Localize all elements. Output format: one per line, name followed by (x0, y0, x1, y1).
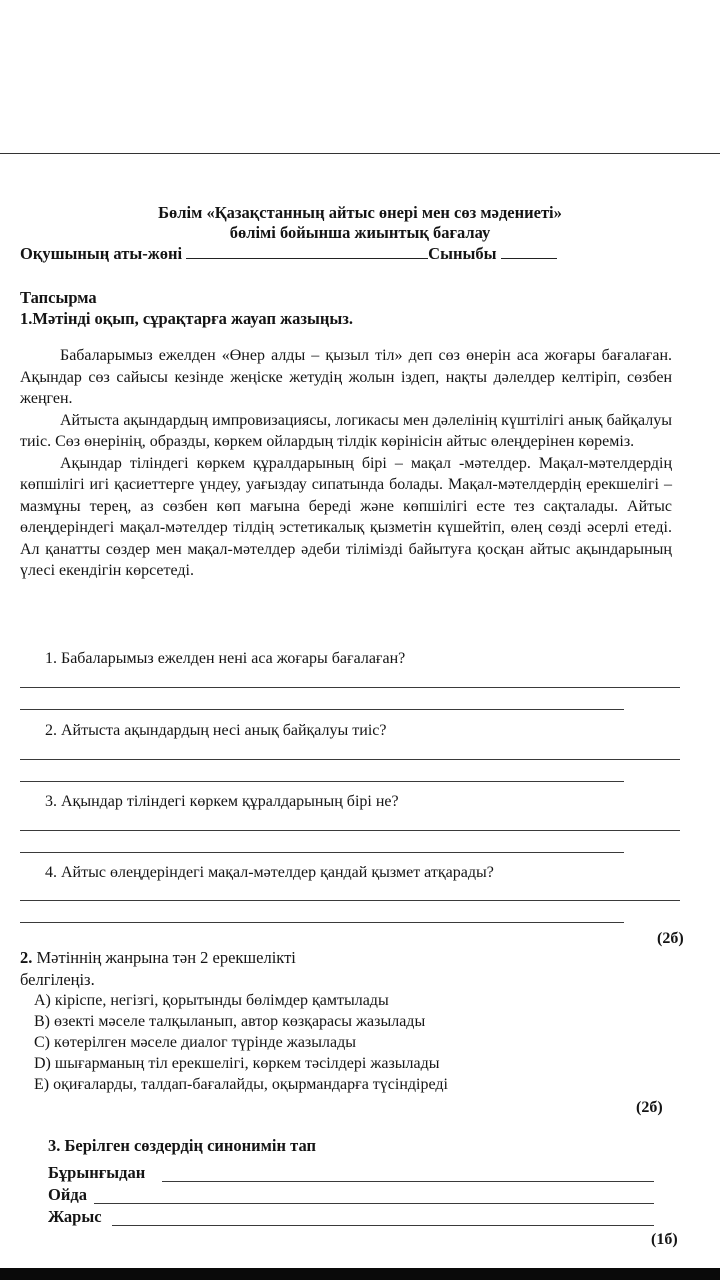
task2-options (34, 990, 448, 1095)
task2-prompt-line1: Мәтіннің жанрына тән 2 ерекшелікті (32, 948, 296, 967)
option-b[interactable]: B) өзекті мәселе талқыланып, автор көзқарасы жазылады (34, 1013, 426, 1030)
question-1: 1. Бабаларымыз ежелден нені аса жоғары бағалаған? (45, 650, 406, 667)
option-c[interactable]: C) көтерілген мәселе диалог түрінде жазылады (34, 1034, 356, 1051)
option-e[interactable]: E) оқиғаларды, талдап-бағалайды, оқырмандарға түсіндіреді (34, 1076, 448, 1093)
question-3: 3. Ақындар тіліндегі көркем құралдарының бірі не? (45, 793, 399, 810)
synonym-word-3: Жарыс (48, 1207, 102, 1226)
task2-score: (2б) (636, 1099, 663, 1116)
question-2: 2. Айтыста ақындардың несі анық байқалуы тиіс? (45, 722, 387, 739)
answer-line[interactable] (20, 759, 680, 760)
task-instruction: 1.Мәтінді оқып, сұрақтарға жауап жазыңыз. (20, 309, 353, 328)
synonym-answer-line-2[interactable] (94, 1203, 654, 1204)
synonym-word-1: Бұрынғыдан (48, 1163, 146, 1182)
answer-line[interactable] (20, 709, 624, 710)
top-divider-line (0, 153, 720, 154)
question-4: 4. Айтыс өлеңдеріндегі мақал-мәтелдер қандай қызмет атқарады? (45, 864, 494, 881)
task2-number: 2. (20, 948, 33, 967)
section-title-line2: бөлімі бойынша жиынтық бағалау (229, 223, 491, 242)
synonym-answer-line-1[interactable] (162, 1181, 654, 1182)
synonym-word-2: Ойда (48, 1185, 87, 1204)
answer-line[interactable] (20, 830, 680, 831)
task3-score: (1б) (651, 1231, 678, 1248)
paragraph-3: Ақындар тіліндегі көркем құралдарының бірі – мақал -мәтелдер. Мақал-мәтелдердің көпшілігі игі қасиеттерге үндеу, уағыздау сипатында болады. Мақал-мәтелдердің ерекшелігі – мазмұны терең, аз сөзбен көп мағына береді және көпшілігі есте тез сақталады. Айтыс өлеңдеріндегі мақал-мәтелдер тілдің эстетикалық қызметін күшейтіп, өлең сөзді әсерлі етеді. Ал қанатты сөздер мен мақал-мәтелдер әдеби тілімізді байытуға қосқан айтыс ақындарының үлесі екендігін көрсетеді. (20, 454, 672, 579)
task2-prompt (20, 948, 296, 968)
option-d[interactable]: D) шығарманың тіл ерекшелігі, көркем тәсілдері жазылады (34, 1055, 440, 1072)
answer-line[interactable] (20, 922, 624, 923)
section-title-line1: Бөлім «Қазақстанның айтыс өнері мен сөз мәдениеті» (158, 203, 562, 222)
student-name-field[interactable] (186, 244, 428, 259)
task-heading: Тапсырма (20, 288, 97, 307)
student-info-row (20, 244, 600, 264)
answer-line[interactable] (20, 900, 680, 901)
synonym-answer-line-3[interactable] (112, 1225, 654, 1226)
answer-line[interactable] (20, 687, 680, 688)
class-label: Сыныбы (428, 244, 497, 263)
bottom-edge-bar (0, 1268, 720, 1280)
task3-heading: 3. Берілген сөздердің синонимін тап (48, 1136, 316, 1155)
reading-text (20, 345, 672, 582)
task2-prompt-line2: белгілеңіз. (20, 970, 95, 989)
answer-line[interactable] (20, 852, 624, 853)
option-a[interactable]: A) кіріспе, негізгі, қорытынды бөлімдер қамтылады (34, 992, 389, 1009)
answer-line[interactable] (20, 781, 624, 782)
task1-score: (2б) (657, 930, 684, 947)
paragraph-1: Бабаларымыз ежелден «Өнер алды – қызыл тіл» деп сөз өнерін аса жоғары бағалаған. Ақындар сөз сайысы кезінде жеңіске жетудің жолын іздеп, нақты дәлелдер келтіріп, сөзбен жеңген. (20, 347, 672, 407)
paragraph-2: Айтыста ақындардың импровизациясы, логикасы мен дәлелінің күштілігі анық байқалуы тиіс. Сөз өнерінің, образды, көркем ойлардың тілдік көрінісін айтыс өлеңдерінен көреміз. (20, 411, 672, 450)
student-name-label: Оқушының аты-жөні (20, 244, 183, 263)
class-field[interactable] (501, 244, 557, 259)
